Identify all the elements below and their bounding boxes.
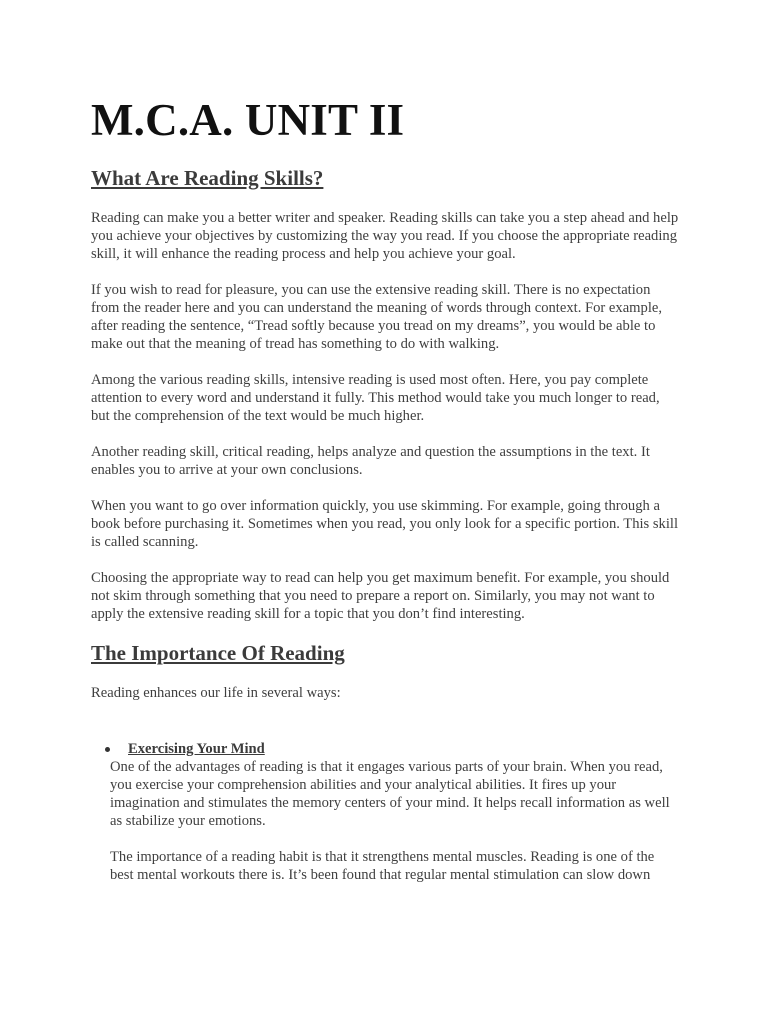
bullet-list	[91, 740, 679, 884]
paragraph: Choosing the appropriate way to read can help you get maximum benefit. For example, you should not skim through something that you need to prepare a report on. Similarly, you may not want to apply the extensive reading skill for a topic that you don’t find interesting.	[91, 569, 670, 622]
document-title: M.C.A. UNIT II	[91, 95, 405, 145]
paragraph: Reading can make you a better writer and speaker. Reading skills can take you a step ahead and help you achieve your objectives by customizing the way you read. If you choose the appropriate reading skill, it will enhance the reading process and help you achieve your goal.	[91, 209, 679, 262]
bullet-paragraph: The importance of a reading habit is that it strengthens mental muscles. Reading is one of the best mental workouts there is. It’s been found that regular mental stimulation can slow down	[110, 848, 655, 883]
bullet-paragraph: One of the advantages of reading is that it engages various parts of your brain. When you read, you exercise your comprehension abilities and your analytical abilities. It fires up your imagination and stimulates the memory centers of your mind. It helps recall information as well as stabilize your emotions.	[110, 758, 670, 829]
paragraph: Another reading skill, critical reading, helps analyze and question the assumptions in the text. It enables you to arrive at your own conclusions.	[91, 443, 650, 478]
section-intro: Reading enhances our life in several ways:	[91, 684, 341, 701]
bullet-icon	[105, 747, 110, 752]
paragraph: When you want to go over information quickly, you use skimming. For example, going through a book before purchasing it. Sometimes when you read, you only look for a specific portion. This skill is called scanning.	[91, 497, 679, 550]
section-heading-reading-skills: What Are Reading Skills?	[91, 165, 324, 190]
paragraph: If you wish to read for pleasure, you can use the extensive reading skill. There is no expectation from the reader here and you can understand the meaning of words through context. For example, after reading the sentence, “Tread softly because you tread on my dreams”, you would be able to make out that the meaning of tread has something to do with walking.	[91, 281, 662, 352]
document-page	[91, 96, 679, 902]
section-heading-importance-of-reading: The Importance Of Reading	[91, 640, 345, 665]
list-item	[91, 740, 679, 884]
paragraph: Among the various reading skills, intensive reading is used most often. Here, you pay complete attention to every word and understand it fully. This method would take you much longer to read, but the comprehension of the text would be much higher.	[91, 371, 660, 424]
bullet-title: Exercising Your Mind	[128, 740, 265, 757]
